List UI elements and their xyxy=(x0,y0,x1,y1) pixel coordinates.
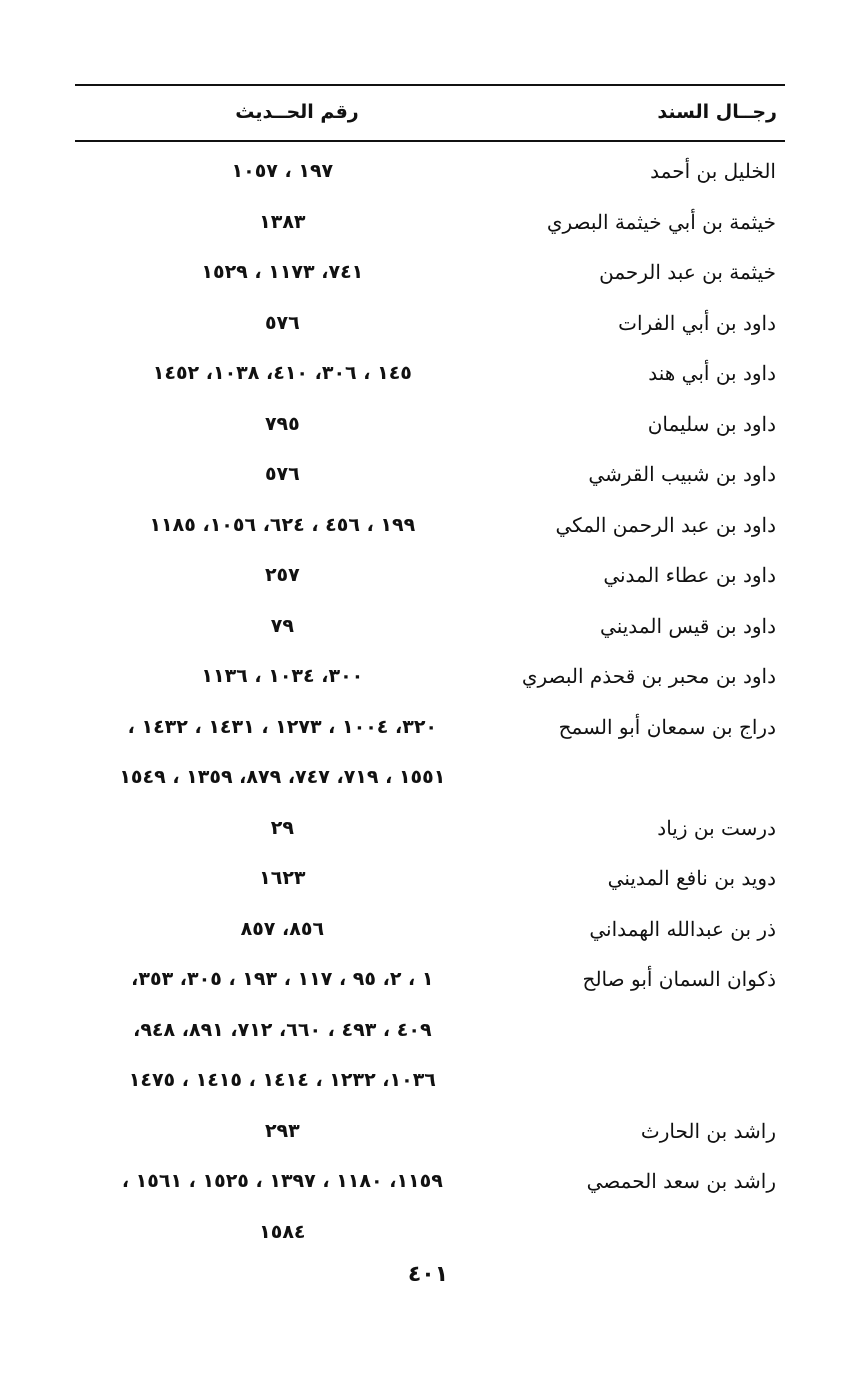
hadith-numbers xyxy=(75,904,490,955)
hadith-numbers-line: ١١٥٩، ١١٨٠ ، ١٣٩٧ ، ١٥٢٥ ، ١٥٦١ ، xyxy=(121,1170,443,1192)
hadith-numbers xyxy=(75,298,490,349)
narrator-name: درست بن زياد xyxy=(657,815,776,840)
narrator-entry xyxy=(75,298,785,349)
hadith-numbers-line: ٤٠٩ ، ٤٩٣ ، ٦٦٠، ٧١٢، ٨٩١، ٩٤٨، xyxy=(133,1018,432,1041)
hadith-numbers-line: ١٠٣٦، ١٢٣٢ ، ١٤١٤ ، ١٤١٥ ، ١٤٧٥ xyxy=(128,1069,436,1091)
narrator-name: خيثمة بن أبي خيثمة البصري xyxy=(546,209,776,234)
narrator-name: راشد بن سعد الحمصي xyxy=(586,1169,776,1193)
header-rule xyxy=(75,140,785,142)
hadith-numbers xyxy=(75,348,490,399)
hadith-numbers xyxy=(75,399,490,450)
narrator-entry xyxy=(75,146,785,197)
narrator-name: داود بن عطاء المدني xyxy=(603,563,776,587)
narrator-entry xyxy=(75,399,785,450)
narrator-entry xyxy=(75,702,785,803)
header-hadith-numbers: رقم الحــديث xyxy=(235,101,359,123)
hadith-numbers-line: ٨٥٦، ٨٥٧ xyxy=(240,917,325,940)
index-table xyxy=(75,84,785,1257)
hadith-numbers-line: ٢٩ xyxy=(270,816,294,839)
hadith-numbers xyxy=(75,146,490,197)
hadith-numbers xyxy=(75,247,490,298)
narrator-entry xyxy=(75,449,785,500)
narrator-name: الخليل بن أحمد xyxy=(650,159,776,183)
hadith-numbers-line: ١٥٥١ ، ٧١٩، ٧٤٧، ٨٧٩، ١٣٥٩ ، ١٥٤٩ xyxy=(119,766,446,788)
hadith-numbers xyxy=(75,651,490,702)
hadith-numbers xyxy=(75,853,490,904)
narrator-name: داود بن أبي هند xyxy=(648,361,776,385)
hadith-numbers xyxy=(75,500,490,551)
narrator-entry xyxy=(75,601,785,652)
narrator-entry xyxy=(75,348,785,399)
narrator-name: دويد بن نافع المديني xyxy=(607,866,776,890)
hadith-numbers-line: ٧٩٥ xyxy=(264,412,300,435)
hadith-numbers-line: ١٣٨٣ xyxy=(259,210,306,233)
hadith-numbers-line: ٥٧٦ xyxy=(264,311,300,334)
hadith-numbers-line: ٣٢٠، ١٠٠٤ ، ١٢٧٣ ، ١٤٣١ ، ١٤٣٢ ، xyxy=(127,715,438,738)
narrator-entry xyxy=(75,500,785,551)
narrator-entry xyxy=(75,853,785,904)
narrator-name: داود بن عبد الرحمن المكي xyxy=(555,512,776,537)
narrator-name: داود بن محبر بن قحذم البصري xyxy=(521,664,776,688)
hadith-numbers xyxy=(75,601,490,652)
hadith-numbers-line: ١ ، ٢، ٩٥ ، ١١٧ ، ١٩٣ ، ٣٠٥، ٣٥٣، xyxy=(131,968,434,990)
narrator-name: داود بن سليمان xyxy=(647,411,776,436)
hadith-numbers-line: ١٦٢٣ xyxy=(259,867,306,889)
hadith-numbers-line: ١٩٩ ، ٤٥٦ ، ٦٢٤، ١٠٥٦، ١١٨٥ xyxy=(149,513,416,536)
narrator-name: راشد بن الحارث xyxy=(640,1118,776,1143)
hadith-numbers-line: ١٥٨٤ xyxy=(259,1220,306,1243)
narrator-name: ذكوان السمان أبو صالح xyxy=(582,967,776,991)
hadith-numbers-line: ١٤٥ ، ٣٠٦، ٤١٠، ١٠٣٨، ١٤٥٢ xyxy=(152,362,412,384)
page-number: ٤٠١ xyxy=(407,1262,449,1287)
hadith-numbers-line: ٣٠٠، ١٠٣٤ ، ١١٣٦ xyxy=(201,665,364,687)
narrator-name: داود بن قيس المديني xyxy=(600,613,776,638)
narrator-entry xyxy=(75,197,785,248)
narrator-entry xyxy=(75,247,785,298)
hadith-numbers xyxy=(75,449,490,500)
hadith-numbers xyxy=(75,702,490,803)
hadith-numbers xyxy=(75,197,490,248)
narrator-entry xyxy=(75,550,785,601)
narrator-name: داود بن أبي الفرات xyxy=(618,310,776,335)
hadith-numbers xyxy=(75,803,490,854)
header-narrators: رجــال السند xyxy=(657,101,777,123)
narrator-entry xyxy=(75,1106,785,1157)
narrator-name: داود بن شبيب القرشي xyxy=(588,462,776,486)
narrator-entry xyxy=(75,904,785,955)
narrator-entry xyxy=(75,1156,785,1257)
narrator-entry xyxy=(75,954,785,1106)
narrator-entry xyxy=(75,651,785,702)
hadith-numbers xyxy=(75,1156,490,1257)
hadith-numbers-line: ٧٩ xyxy=(270,614,294,637)
hadith-numbers xyxy=(75,954,490,1106)
narrator-name: خيثمة بن عبد الرحمن xyxy=(599,260,776,284)
hadith-numbers xyxy=(75,550,490,601)
hadith-numbers-line: ١٩٧ ، ١٠٥٧ xyxy=(231,160,334,182)
entries-list xyxy=(75,146,785,1257)
hadith-numbers-line: ٧٤١، ١١٧٣ ، ١٥٢٩ xyxy=(201,261,364,283)
hadith-numbers xyxy=(75,1106,490,1157)
narrator-entry xyxy=(75,803,785,854)
table-header xyxy=(75,86,785,138)
narrator-name: ذر بن عبدالله الهمداني xyxy=(589,916,776,941)
hadith-numbers-line: ٢٥٧ xyxy=(264,564,300,586)
hadith-numbers-line: ٥٧٦ xyxy=(264,463,300,485)
hadith-numbers-line: ٢٩٣ xyxy=(264,1119,300,1142)
narrator-name: دراج بن سمعان أبو السمح xyxy=(558,714,776,739)
